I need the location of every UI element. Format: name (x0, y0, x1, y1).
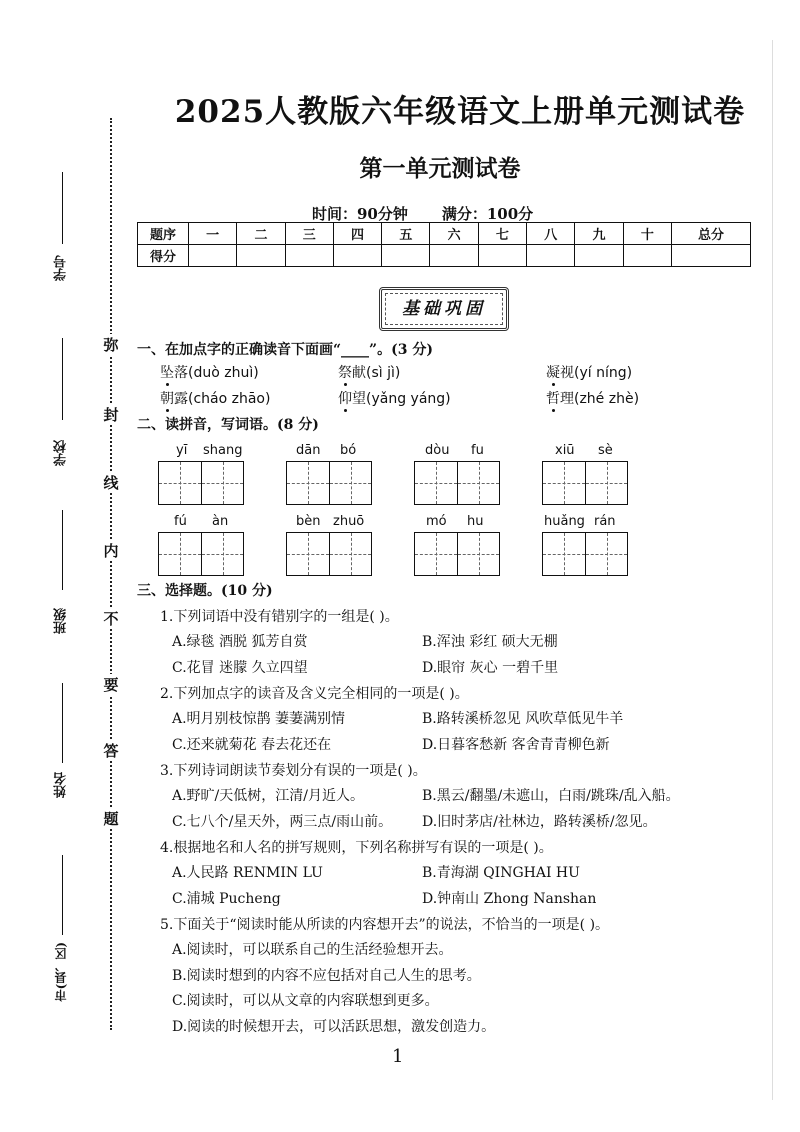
q1-item (546, 364, 632, 382)
answer-option[interactable]: B.浑浊 彩红 硕大无棚 (422, 634, 558, 650)
q3-heading: 三、选择题。(10 分) (137, 583, 273, 599)
answer-option[interactable]: A.阅读时，可以联系自己的生活经验想开去。 (172, 942, 453, 958)
q1-item (160, 364, 259, 382)
score-entry[interactable] (430, 245, 478, 267)
answer-option[interactable]: B.青海湖 QINGHAI HU (422, 865, 580, 881)
id-line (62, 172, 63, 244)
dotted-char: 祭 (338, 365, 352, 381)
pinyin-syllable: fú (174, 514, 187, 529)
pinyin-syllable: huǎng (544, 514, 585, 529)
pinyin-syllable: bó (340, 443, 357, 458)
q1-heading: 一、在加点字的正确读音下面画“____”。(3 分) (137, 342, 433, 358)
pinyin-options: (cháo zhāo) (188, 391, 271, 407)
answer-option[interactable]: D.日暮客愁新 客舍青青柳色新 (422, 737, 610, 753)
score-entry[interactable] (478, 245, 526, 267)
question-stem: 2.下列加点字的读音及含义完全相同的一项是( )。 (160, 686, 469, 702)
question-stem: 1.下列词语中没有错别字的一组是( )。 (160, 609, 399, 625)
score-entry[interactable] (237, 245, 285, 267)
student-id-label: 学号 (54, 255, 69, 281)
table-cell: 七 (478, 223, 526, 245)
table-cell: 九 (575, 223, 623, 245)
table-cell: 一 (189, 223, 237, 245)
table-cell: 得分 (138, 245, 189, 267)
name-line (62, 683, 63, 763)
writing-grid[interactable] (286, 532, 372, 576)
table-row (138, 223, 751, 245)
answer-option[interactable]: C.花冒 迷朦 久立四望 (172, 660, 308, 676)
score-entry[interactable] (382, 245, 430, 267)
city-label: 市(县、区) (54, 942, 68, 1002)
pinyin-syllable: mó (426, 514, 447, 529)
seal-dotted-line (110, 118, 112, 1030)
dotted-char: 坠 (160, 365, 174, 381)
pinyin-syllable: shang (203, 443, 243, 458)
answer-option[interactable]: D.眼帘 灰心 一碧千里 (422, 660, 559, 676)
class-line (62, 510, 63, 590)
writing-grid[interactable] (542, 532, 628, 576)
dotted-char: 凝 (546, 365, 560, 381)
table-cell: 五 (382, 223, 430, 245)
exam-title: 2025人教版六年级语文上册单元测试卷 (174, 94, 746, 130)
school-label: 学校 (54, 440, 69, 466)
q1-item (338, 390, 451, 408)
question-stem: 3.下列诗词朗读节奏划分有误的一项是( )。 (160, 763, 427, 779)
score-entry[interactable] (623, 245, 671, 267)
pinyin-syllable: zhuō (333, 514, 365, 529)
pinyin-syllable: dān (296, 443, 321, 458)
table-row (138, 245, 751, 267)
dotted-char: 朝 (160, 391, 174, 407)
word-rest: 献 (352, 365, 366, 381)
table-cell: 总分 (672, 223, 751, 245)
table-cell: 题序 (138, 223, 189, 245)
dotted-char: 仰 (338, 391, 352, 407)
writing-grid[interactable] (286, 461, 372, 505)
score-table (137, 222, 751, 267)
answer-option[interactable]: C.还来就菊花 春去花还在 (172, 737, 332, 753)
pinyin-options: (yǎng yáng) (366, 391, 451, 407)
seal-char: 不 (103, 610, 119, 628)
class-label: 班级 (54, 608, 69, 634)
q1-item (546, 390, 639, 408)
writing-grid[interactable] (542, 461, 628, 505)
full-score: 满分：100分 (441, 205, 534, 223)
table-cell: 八 (527, 223, 575, 245)
writing-grid[interactable] (158, 461, 244, 505)
q1-item (160, 390, 270, 408)
answer-option[interactable]: B.阅读时想到的内容不应包括对自己人生的思考。 (172, 968, 481, 984)
time-and-score (312, 203, 567, 224)
time-limit: 时间：90分钟 (312, 205, 408, 223)
answer-option[interactable]: C.七八个/星天外，两三点/雨山前。 (172, 814, 393, 830)
answer-option[interactable]: D.钟南山 Zhong Nanshan (422, 891, 597, 907)
word-rest: 落 (174, 365, 188, 381)
score-entry[interactable] (189, 245, 237, 267)
answer-option[interactable]: A.人民路 RENMIN LU (172, 865, 323, 881)
answer-option[interactable]: A.野旷/天低树，江清/月近人。 (172, 788, 364, 804)
name-label: 姓名 (54, 772, 69, 798)
pinyin-options: (duò zhuì) (188, 365, 259, 381)
answer-option[interactable]: B.黑云/翻墨/未遮山，白雨/跳珠/乱入船。 (422, 788, 680, 804)
word-rest: 理 (560, 391, 574, 407)
city-line (62, 855, 63, 935)
pinyin-options: (sì jì) (366, 365, 401, 381)
seal-char: 弥 (103, 336, 119, 354)
pinyin-options: (yí níng) (574, 365, 633, 381)
table-cell: 二 (237, 223, 285, 245)
score-entry[interactable] (285, 245, 333, 267)
pinyin-syllable: yī (176, 443, 188, 458)
school-line (62, 338, 63, 420)
answer-option[interactable]: C.阅读时，可以从文章的内容联想到更多。 (172, 993, 439, 1009)
pinyin-syllable: sè (598, 443, 613, 458)
pinyin-syllable: hu (467, 514, 484, 529)
score-entry[interactable] (672, 245, 751, 267)
pinyin-syllable: xiū (555, 443, 575, 458)
seal-char: 封 (103, 406, 119, 424)
word-rest: 视 (560, 365, 574, 381)
seal-char: 题 (103, 810, 119, 828)
score-entry[interactable] (575, 245, 623, 267)
page-edge (772, 40, 773, 1100)
pinyin-syllable: rán (594, 514, 616, 529)
q2-heading: 二、读拼音，写词语。(8 分) (137, 417, 319, 433)
question-stem: 4.根据地名和人名的拼写规则，下列名称拼写有误的一项是( )。 (160, 840, 553, 856)
question-stem: 5.下面关于“阅读时能从所读的内容想开去”的说法，不恰当的一项是( )。 (160, 917, 610, 933)
pinyin-syllable: dòu (425, 443, 450, 458)
score-entry[interactable] (527, 245, 575, 267)
writing-grid[interactable] (414, 532, 500, 576)
section-badge: 基础巩固 (379, 287, 509, 331)
writing-grid[interactable] (414, 461, 500, 505)
page-number: 1 (392, 1046, 404, 1067)
table-cell: 三 (285, 223, 333, 245)
pinyin-syllable: bèn (296, 514, 321, 529)
pinyin-options: (zhé zhè) (574, 391, 640, 407)
answer-option[interactable]: C.浦城 Pucheng (172, 891, 281, 907)
pinyin-syllable: fu (471, 443, 484, 458)
unit-subtitle: 第一单元测试卷 (359, 155, 521, 182)
answer-option[interactable]: A.绿毯 酒脱 狐芳自赏 (172, 634, 308, 650)
answer-option[interactable]: D.阅读的时候想开去，可以活跃思想，激发创造力。 (172, 1019, 496, 1035)
dotted-char: 哲 (546, 391, 560, 407)
seal-char: 要 (103, 676, 119, 694)
score-entry[interactable] (333, 245, 381, 267)
pinyin-syllable: àn (212, 514, 229, 529)
answer-option[interactable]: A.明月别枝惊鹊 萋萋满别情 (172, 711, 346, 727)
seal-char: 答 (103, 742, 119, 760)
q1-item (338, 364, 400, 382)
word-rest: 露 (174, 391, 188, 407)
answer-option[interactable]: B.路转溪桥忽见 风吹草低见牛羊 (422, 711, 624, 727)
writing-grid[interactable] (158, 532, 244, 576)
word-rest: 望 (352, 391, 366, 407)
table-cell: 四 (333, 223, 381, 245)
seal-char: 内 (103, 542, 119, 560)
table-cell: 十 (623, 223, 671, 245)
answer-option[interactable]: D.旧时茅店/社林边，路转溪桥/忽见。 (422, 814, 657, 830)
table-cell: 六 (430, 223, 478, 245)
seal-char: 线 (103, 474, 119, 492)
